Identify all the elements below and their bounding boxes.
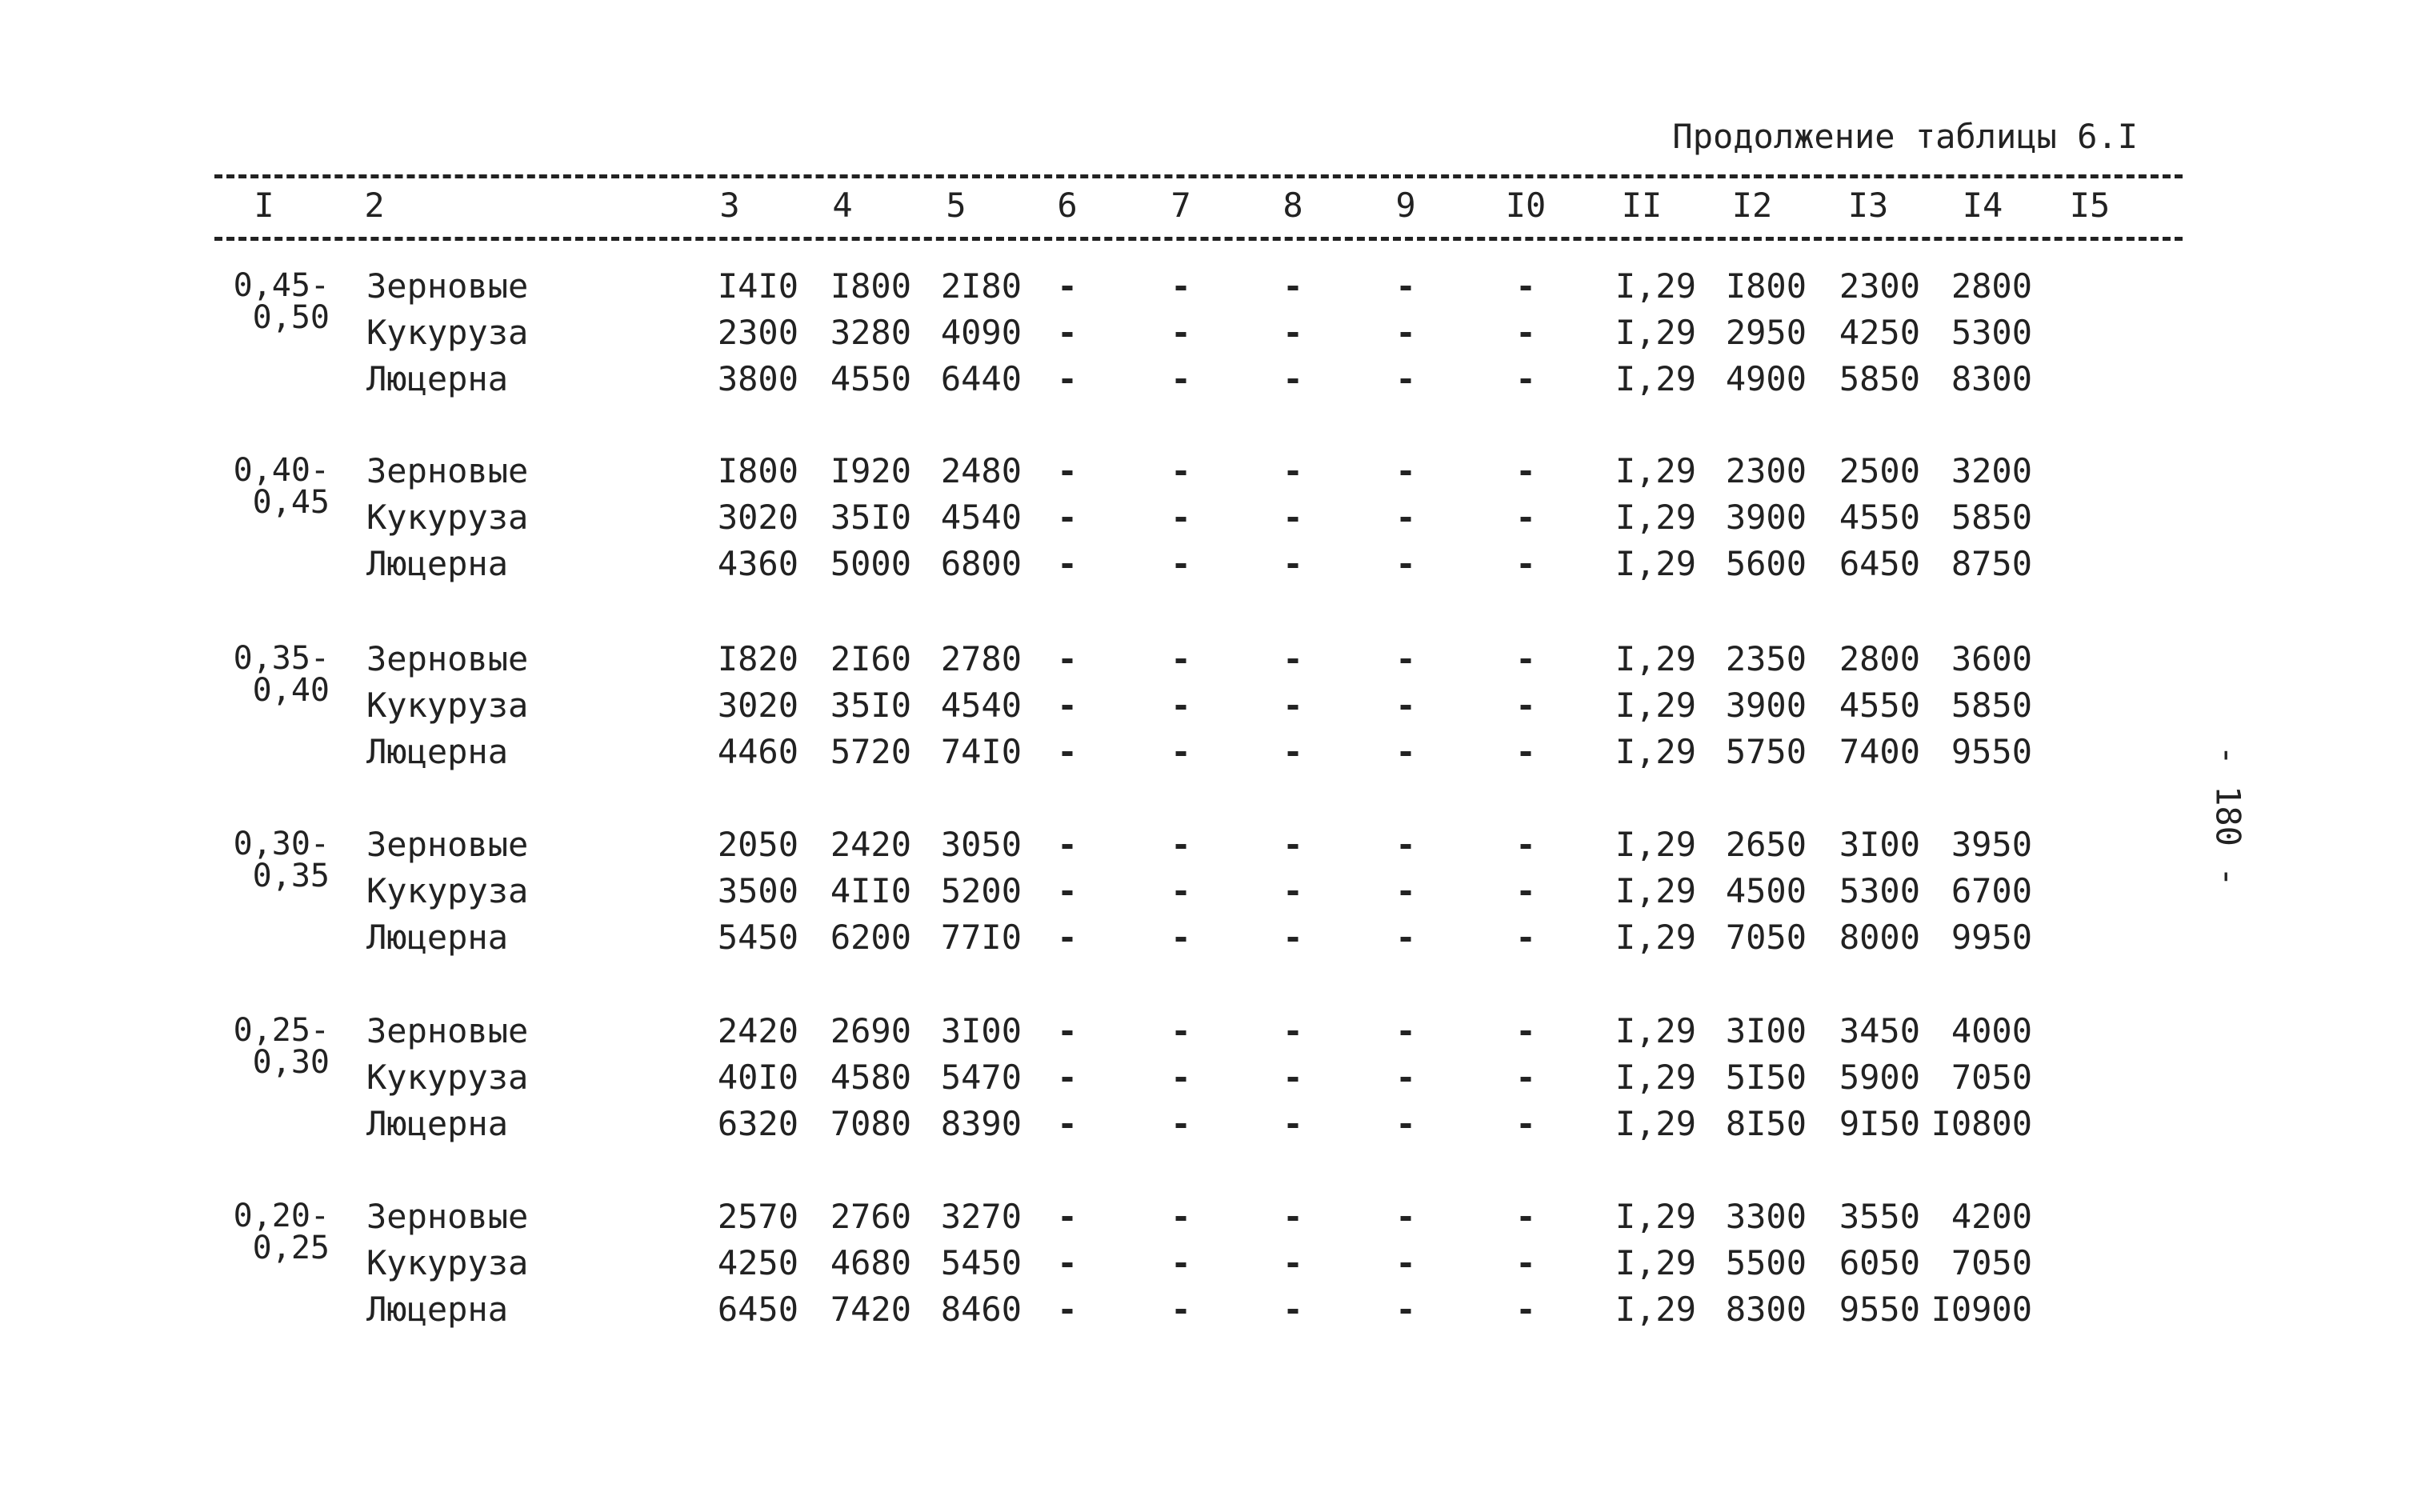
value-cell: I,29 [1615,1197,1696,1236]
value-cell: 9550 [1839,1290,1920,1329]
value-cell: 5450 [717,918,798,957]
value-cell: 8390 [940,1104,1022,1143]
empty-cell: - [1515,639,1536,678]
empty-cell: - [1283,918,1303,957]
empty-cell: - [1515,451,1536,490]
value-cell: 3050 [940,825,1022,864]
empty-cell: - [1283,1243,1303,1282]
empty-cell: - [1395,1011,1416,1050]
value-cell: I0800 [1931,1104,2032,1143]
value-cell: 4000 [1951,1011,2032,1050]
value-cell: 2760 [830,1197,911,1236]
empty-cell: - [1057,498,1078,537]
value-cell: 2480 [940,451,1022,490]
range-label: 0,20- [233,1198,330,1234]
value-cell: 4250 [1839,313,1920,352]
crop-name: Зерновые [366,1197,529,1236]
value-cell: 5500 [1725,1243,1807,1282]
empty-cell: - [1395,359,1416,398]
column-header: I3 [1847,186,1889,225]
value-cell: 3270 [940,1197,1022,1236]
empty-cell: - [1057,1290,1078,1329]
value-cell: 8I50 [1725,1104,1807,1143]
value-cell: 3020 [717,498,798,537]
value-cell: 8750 [1951,544,2032,583]
value-cell: 5300 [1839,871,1920,910]
empty-cell: - [1170,1290,1191,1329]
value-cell: 5300 [1951,313,2032,352]
empty-cell: - [1170,686,1191,725]
value-cell: 6450 [1839,544,1920,583]
column-header: 4 [832,186,853,225]
value-cell: 4460 [717,732,798,771]
crop-name: Кукуруза [366,871,529,910]
value-cell: 5470 [940,1058,1022,1097]
value-cell: 2780 [940,639,1022,678]
value-cell: 5720 [830,732,911,771]
crop-name: Кукуруза [366,498,529,537]
value-cell: I,29 [1615,918,1696,957]
range-label: 0,45 [252,484,330,521]
crop-name: Люцерна [366,544,509,583]
range-label: 0,40- [233,452,330,489]
empty-cell: - [1057,544,1078,583]
range-label: 0,35 [252,858,330,894]
value-cell: I800 [1725,266,1807,306]
value-cell: I,29 [1615,1104,1696,1143]
crop-name: Кукуруза [366,1243,529,1282]
crop-name: Люцерна [366,732,509,771]
empty-cell: - [1395,544,1416,583]
table-caption: Продолжение таблицы 6.I [1672,117,2138,156]
column-header: 8 [1283,186,1303,225]
value-cell: 4II0 [830,871,911,910]
empty-cell: - [1283,544,1303,583]
value-cell: 4680 [830,1243,911,1282]
header-rule-bottom [214,237,2183,241]
column-header: 6 [1057,186,1078,225]
value-cell: 2650 [1725,825,1807,864]
value-cell: 2420 [830,825,911,864]
value-cell: I,29 [1615,313,1696,352]
value-cell: I800 [830,266,911,306]
value-cell: 74I0 [940,732,1022,771]
value-cell: I,29 [1615,1290,1696,1329]
empty-cell: - [1395,686,1416,725]
value-cell: 6320 [717,1104,798,1143]
value-cell: 7050 [1725,918,1807,957]
value-cell: 5I50 [1725,1058,1807,1097]
crop-name: Люцерна [366,1290,509,1329]
empty-cell: - [1283,266,1303,306]
value-cell: 9I50 [1839,1104,1920,1143]
empty-cell: - [1057,1104,1078,1143]
column-header: 3 [719,186,740,225]
empty-cell: - [1283,639,1303,678]
value-cell: 6200 [830,918,911,957]
empty-cell: - [1170,825,1191,864]
value-cell: 4500 [1725,871,1807,910]
empty-cell: - [1057,266,1078,306]
value-cell: 35I0 [830,686,911,725]
value-cell: 9950 [1951,918,2032,957]
page-number: - 180 - [2208,745,2248,887]
value-cell: I0900 [1931,1290,2032,1329]
empty-cell: - [1170,639,1191,678]
empty-cell: - [1515,359,1536,398]
crop-name: Люцерна [366,359,509,398]
empty-cell: - [1515,1197,1536,1236]
empty-cell: - [1057,918,1078,957]
empty-cell: - [1395,1243,1416,1282]
column-header: 7 [1170,186,1191,225]
empty-cell: - [1283,1011,1303,1050]
empty-cell: - [1283,451,1303,490]
range-label: 0,30- [233,826,330,862]
crop-name: Люцерна [366,918,509,957]
value-cell: I920 [830,451,911,490]
value-cell: 3550 [1839,1197,1920,1236]
value-cell: 5750 [1725,732,1807,771]
value-cell: I,29 [1615,871,1696,910]
range-label: 0,25 [252,1230,330,1266]
empty-cell: - [1170,1058,1191,1097]
empty-cell: - [1057,825,1078,864]
empty-cell: - [1170,313,1191,352]
value-cell: I,29 [1615,1058,1696,1097]
empty-cell: - [1283,732,1303,771]
empty-cell: - [1395,732,1416,771]
value-cell: 2300 [717,313,798,352]
column-header: 2 [364,186,385,225]
empty-cell: - [1057,871,1078,910]
value-cell: I,29 [1615,1011,1696,1050]
empty-cell: - [1395,1104,1416,1143]
range-label: 0,35- [233,640,330,677]
empty-cell: - [1283,498,1303,537]
column-header: I2 [1731,186,1773,225]
empty-cell: - [1515,313,1536,352]
value-cell: 4900 [1725,359,1807,398]
value-cell: I,29 [1615,732,1696,771]
value-cell: 6800 [940,544,1022,583]
value-cell: 2800 [1951,266,2032,306]
value-cell: 3300 [1725,1197,1807,1236]
value-cell: 8460 [940,1290,1022,1329]
crop-name: Зерновые [366,266,529,306]
empty-cell: - [1515,498,1536,537]
empty-cell: - [1170,451,1191,490]
column-header: I4 [1962,186,2003,225]
empty-cell: - [1170,498,1191,537]
value-cell: 4200 [1951,1197,2032,1236]
empty-cell: - [1170,732,1191,771]
value-cell: 4250 [717,1243,798,1282]
value-cell: 3900 [1725,686,1807,725]
range-label: 0,50 [252,299,330,336]
value-cell: 9550 [1951,732,2032,771]
empty-cell: - [1283,1290,1303,1329]
empty-cell: - [1515,544,1536,583]
column-header: I0 [1505,186,1547,225]
empty-cell: - [1057,1243,1078,1282]
empty-cell: - [1395,639,1416,678]
empty-cell: - [1395,918,1416,957]
value-cell: 4540 [940,686,1022,725]
range-label: 0,45- [233,267,330,304]
value-cell: 2800 [1839,639,1920,678]
empty-cell: - [1283,359,1303,398]
value-cell: 3800 [717,359,798,398]
empty-cell: - [1057,1011,1078,1050]
value-cell: 3200 [1951,451,2032,490]
empty-cell: - [1515,1104,1536,1143]
value-cell: 2I60 [830,639,911,678]
empty-cell: - [1395,1290,1416,1329]
value-cell: 7050 [1951,1058,2032,1097]
value-cell: 4360 [717,544,798,583]
empty-cell: - [1057,1197,1078,1236]
header-rule-top [214,174,2183,178]
empty-cell: - [1515,732,1536,771]
empty-cell: - [1057,313,1078,352]
value-cell: 77I0 [940,918,1022,957]
value-cell: 2690 [830,1011,911,1050]
empty-cell: - [1283,1197,1303,1236]
value-cell: 4580 [830,1058,911,1097]
value-cell: 5850 [1839,359,1920,398]
value-cell: 4540 [940,498,1022,537]
value-cell: 2350 [1725,639,1807,678]
empty-cell: - [1170,266,1191,306]
value-cell: 5850 [1951,498,2032,537]
value-cell: 8000 [1839,918,1920,957]
crop-name: Кукуруза [366,1058,529,1097]
empty-cell: - [1515,1058,1536,1097]
empty-cell: - [1057,732,1078,771]
value-cell: 3280 [830,313,911,352]
column-header: I5 [2069,186,2111,225]
empty-cell: - [1170,1197,1191,1236]
value-cell: 3I00 [1725,1011,1807,1050]
column-header: II [1621,186,1663,225]
empty-cell: - [1057,451,1078,490]
column-header: I [254,186,274,225]
empty-cell: - [1515,686,1536,725]
value-cell: 2420 [717,1011,798,1050]
crop-name: Зерновые [366,451,529,490]
column-header: 9 [1395,186,1416,225]
value-cell: 6450 [717,1290,798,1329]
range-label: 0,40 [252,672,330,709]
value-cell: I4I0 [717,266,798,306]
value-cell: 6440 [940,359,1022,398]
empty-cell: - [1170,1104,1191,1143]
empty-cell: - [1057,359,1078,398]
empty-cell: - [1170,918,1191,957]
value-cell: I,29 [1615,1243,1696,1282]
value-cell: 7400 [1839,732,1920,771]
empty-cell: - [1283,825,1303,864]
value-cell: 4550 [1839,498,1920,537]
empty-cell: - [1395,1058,1416,1097]
empty-cell: - [1395,313,1416,352]
value-cell: 3500 [717,871,798,910]
empty-cell: - [1395,498,1416,537]
value-cell: 5900 [1839,1058,1920,1097]
crop-name: Зерновые [366,825,529,864]
value-cell: 2500 [1839,451,1920,490]
value-cell: 4550 [830,359,911,398]
value-cell: 5850 [1951,686,2032,725]
value-cell: 5200 [940,871,1022,910]
crop-name: Зерновые [366,639,529,678]
empty-cell: - [1170,1011,1191,1050]
empty-cell: - [1283,1058,1303,1097]
crop-name: Зерновые [366,1011,529,1050]
empty-cell: - [1395,1197,1416,1236]
empty-cell: - [1395,266,1416,306]
value-cell: 2300 [1839,266,1920,306]
empty-cell: - [1170,359,1191,398]
crop-name: Кукуруза [366,313,529,352]
range-label: 0,30 [252,1044,330,1081]
value-cell: 40I0 [717,1058,798,1097]
empty-cell: - [1283,871,1303,910]
empty-cell: - [1395,451,1416,490]
column-header: 5 [946,186,966,225]
value-cell: I,29 [1615,451,1696,490]
value-cell: 5450 [940,1243,1022,1282]
value-cell: 3020 [717,686,798,725]
value-cell: 3450 [1839,1011,1920,1050]
value-cell: I,29 [1615,544,1696,583]
value-cell: 6050 [1839,1243,1920,1282]
value-cell: 2950 [1725,313,1807,352]
empty-cell: - [1515,1243,1536,1282]
empty-cell: - [1283,1104,1303,1143]
value-cell: 3600 [1951,639,2032,678]
empty-cell: - [1515,1011,1536,1050]
value-cell: 8300 [1951,359,2032,398]
crop-name: Люцерна [366,1104,509,1143]
value-cell: 3950 [1951,825,2032,864]
value-cell: 5600 [1725,544,1807,583]
value-cell: I,29 [1615,359,1696,398]
value-cell: 3I00 [1839,825,1920,864]
empty-cell: - [1283,313,1303,352]
value-cell: I,29 [1615,686,1696,725]
value-cell: 5000 [830,544,911,583]
value-cell: 4550 [1839,686,1920,725]
value-cell: 7050 [1951,1243,2032,1282]
value-cell: 3900 [1725,498,1807,537]
empty-cell: - [1057,686,1078,725]
value-cell: 6700 [1951,871,2032,910]
empty-cell: - [1170,1243,1191,1282]
empty-cell: - [1170,871,1191,910]
value-cell: I820 [717,639,798,678]
empty-cell: - [1515,266,1536,306]
crop-name: Кукуруза [366,686,529,725]
empty-cell: - [1057,1058,1078,1097]
value-cell: 4090 [940,313,1022,352]
empty-cell: - [1395,825,1416,864]
empty-cell: - [1515,871,1536,910]
value-cell: I,29 [1615,639,1696,678]
empty-cell: - [1515,1290,1536,1329]
value-cell: 2300 [1725,451,1807,490]
value-cell: 2050 [717,825,798,864]
value-cell: 2I80 [940,266,1022,306]
empty-cell: - [1515,918,1536,957]
value-cell: I,29 [1615,825,1696,864]
empty-cell: - [1283,686,1303,725]
empty-cell: - [1170,544,1191,583]
empty-cell: - [1395,871,1416,910]
range-label: 0,25- [233,1012,330,1049]
value-cell: I800 [717,451,798,490]
value-cell: 7420 [830,1290,911,1329]
value-cell: 2570 [717,1197,798,1236]
value-cell: 35I0 [830,498,911,537]
empty-cell: - [1515,825,1536,864]
empty-cell: - [1057,639,1078,678]
value-cell: 3I00 [940,1011,1022,1050]
value-cell: I,29 [1615,266,1696,306]
value-cell: I,29 [1615,498,1696,537]
value-cell: 7080 [830,1104,911,1143]
value-cell: 8300 [1725,1290,1807,1329]
